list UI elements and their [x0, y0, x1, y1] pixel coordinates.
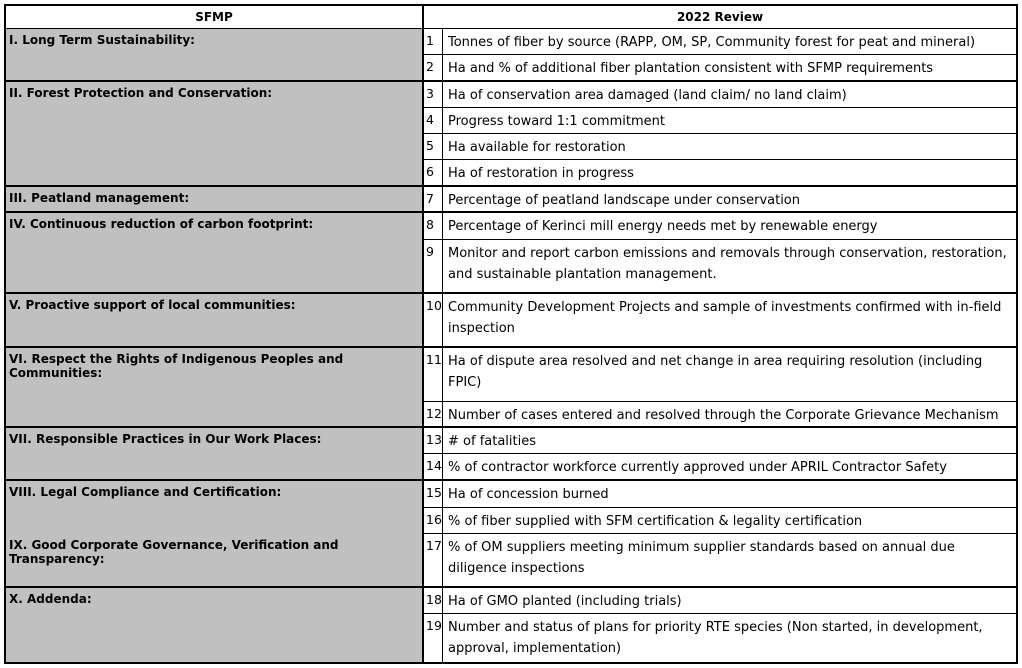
item-text: Number and status of plans for priority RTE species (Non started, in development, approval, implementation) — [448, 620, 983, 656]
item-text: % of fiber supplied with SFM certification & legality certification — [448, 514, 863, 529]
item-number: 5 — [426, 138, 434, 153]
header-sfmp: SFMP — [195, 10, 233, 24]
item-number: 18 — [426, 592, 442, 607]
item-number: 13 — [426, 432, 442, 447]
table-row — [424, 240, 1016, 294]
item-number: 12 — [426, 406, 442, 421]
table-row — [424, 614, 1016, 662]
section-indigenous-rights — [6, 348, 422, 428]
item-text: Ha available for restoration — [448, 140, 626, 155]
item-number: 2 — [426, 59, 434, 74]
section-label: IV. Continuous reduction of carbon footprint: — [9, 217, 314, 231]
section-work-places — [6, 428, 422, 481]
item-text: Tonnes of fiber by source (RAPP, OM, SP, Community forest for peat and mineral) — [448, 35, 976, 50]
item-number: 7 — [426, 191, 434, 206]
section-long-term-sustainability — [6, 29, 422, 82]
section-label: VII. Responsible Practices in Our Work Places: — [9, 432, 322, 446]
section-label: IX. Good Corporate Governance, Verification and Transparency: — [9, 538, 339, 566]
table-row — [424, 82, 1016, 108]
section-label: X. Addenda: — [9, 592, 92, 606]
table-row — [424, 534, 1016, 588]
table-row — [424, 481, 1016, 508]
table-row — [424, 294, 1016, 348]
section-peatland-management — [6, 187, 422, 213]
item-text: Ha of dispute area resolved and net change in area requiring resolution (including FPIC) — [448, 354, 983, 390]
item-number: 3 — [426, 86, 434, 101]
table-row — [424, 428, 1016, 454]
item-text: Percentage of Kerinci mill energy needs met by renewable energy — [448, 219, 878, 234]
item-text: Progress toward 1:1 commitment — [448, 114, 665, 129]
item-text: Ha of conservation area damaged (land claim/ no land claim) — [448, 88, 847, 103]
section-forest-protection — [6, 82, 422, 187]
item-number: 19 — [426, 618, 442, 633]
item-text: % of OM suppliers meeting minimum supplier standards based on annual due diligence inspections — [448, 540, 955, 576]
table-row — [424, 187, 1016, 213]
item-number: 17 — [426, 538, 442, 553]
item-number: 14 — [426, 458, 442, 473]
item-text: Number of cases entered and resolved through the Corporate Grievance Mechanism — [448, 408, 999, 423]
section-label: II. Forest Protection and Conservation: — [9, 86, 273, 100]
item-text: % of contractor workforce currently approved under APRIL Contractor Safety — [448, 460, 947, 475]
table-row — [424, 348, 1016, 402]
section-label: III. Peatland management: — [9, 191, 190, 205]
section-label: V. Proactive support of local communities: — [9, 298, 296, 312]
table-row — [424, 402, 1016, 428]
item-number: 15 — [426, 485, 442, 500]
section-addenda — [6, 588, 422, 662]
item-number: 4 — [426, 112, 434, 127]
section-label: VIII. Legal Compliance and Certification: — [9, 485, 282, 499]
section-legal-and-governance — [6, 481, 422, 588]
item-text: Ha and % of additional fiber plantation consistent with SFMP requirements — [448, 61, 934, 76]
item-number: 8 — [426, 217, 434, 232]
table-row — [424, 160, 1016, 187]
header-2022-review: 2022 Review — [676, 10, 764, 24]
table-row — [424, 134, 1016, 160]
item-text: Monitor and report carbon emissions and removals through conservation, restoration, and sustainable plantation management. — [448, 246, 1007, 282]
table-row — [424, 29, 1016, 55]
table-row — [424, 454, 1016, 481]
section-label: VI. Respect the Rights of Indigenous Peoples and Communities: — [9, 352, 344, 380]
item-number: 1 — [426, 33, 434, 48]
table-row — [424, 108, 1016, 134]
item-number: 9 — [426, 244, 434, 259]
table-row — [424, 588, 1016, 614]
item-number: 10 — [426, 298, 442, 313]
section-label: I. Long Term Sustainability: — [9, 33, 195, 47]
item-text: Ha of GMO planted (including trials) — [448, 594, 682, 609]
table-row — [424, 55, 1016, 82]
section-local-communities — [6, 294, 422, 348]
sfmp-review-table — [4, 4, 1018, 664]
item-text: Percentage of peatland landscape under conservation — [448, 193, 801, 208]
item-number: 6 — [426, 164, 434, 179]
table-row — [424, 508, 1016, 534]
section-carbon-footprint — [6, 213, 422, 294]
item-text: # of fatalities — [448, 434, 536, 449]
item-number: 16 — [426, 512, 442, 527]
item-number: 11 — [426, 352, 442, 367]
item-text: Community Development Projects and sample of investments confirmed with in-field inspection — [448, 300, 1002, 336]
item-text: Ha of restoration in progress — [448, 166, 634, 181]
item-text: Ha of concession burned — [448, 487, 609, 502]
table-row — [424, 213, 1016, 240]
